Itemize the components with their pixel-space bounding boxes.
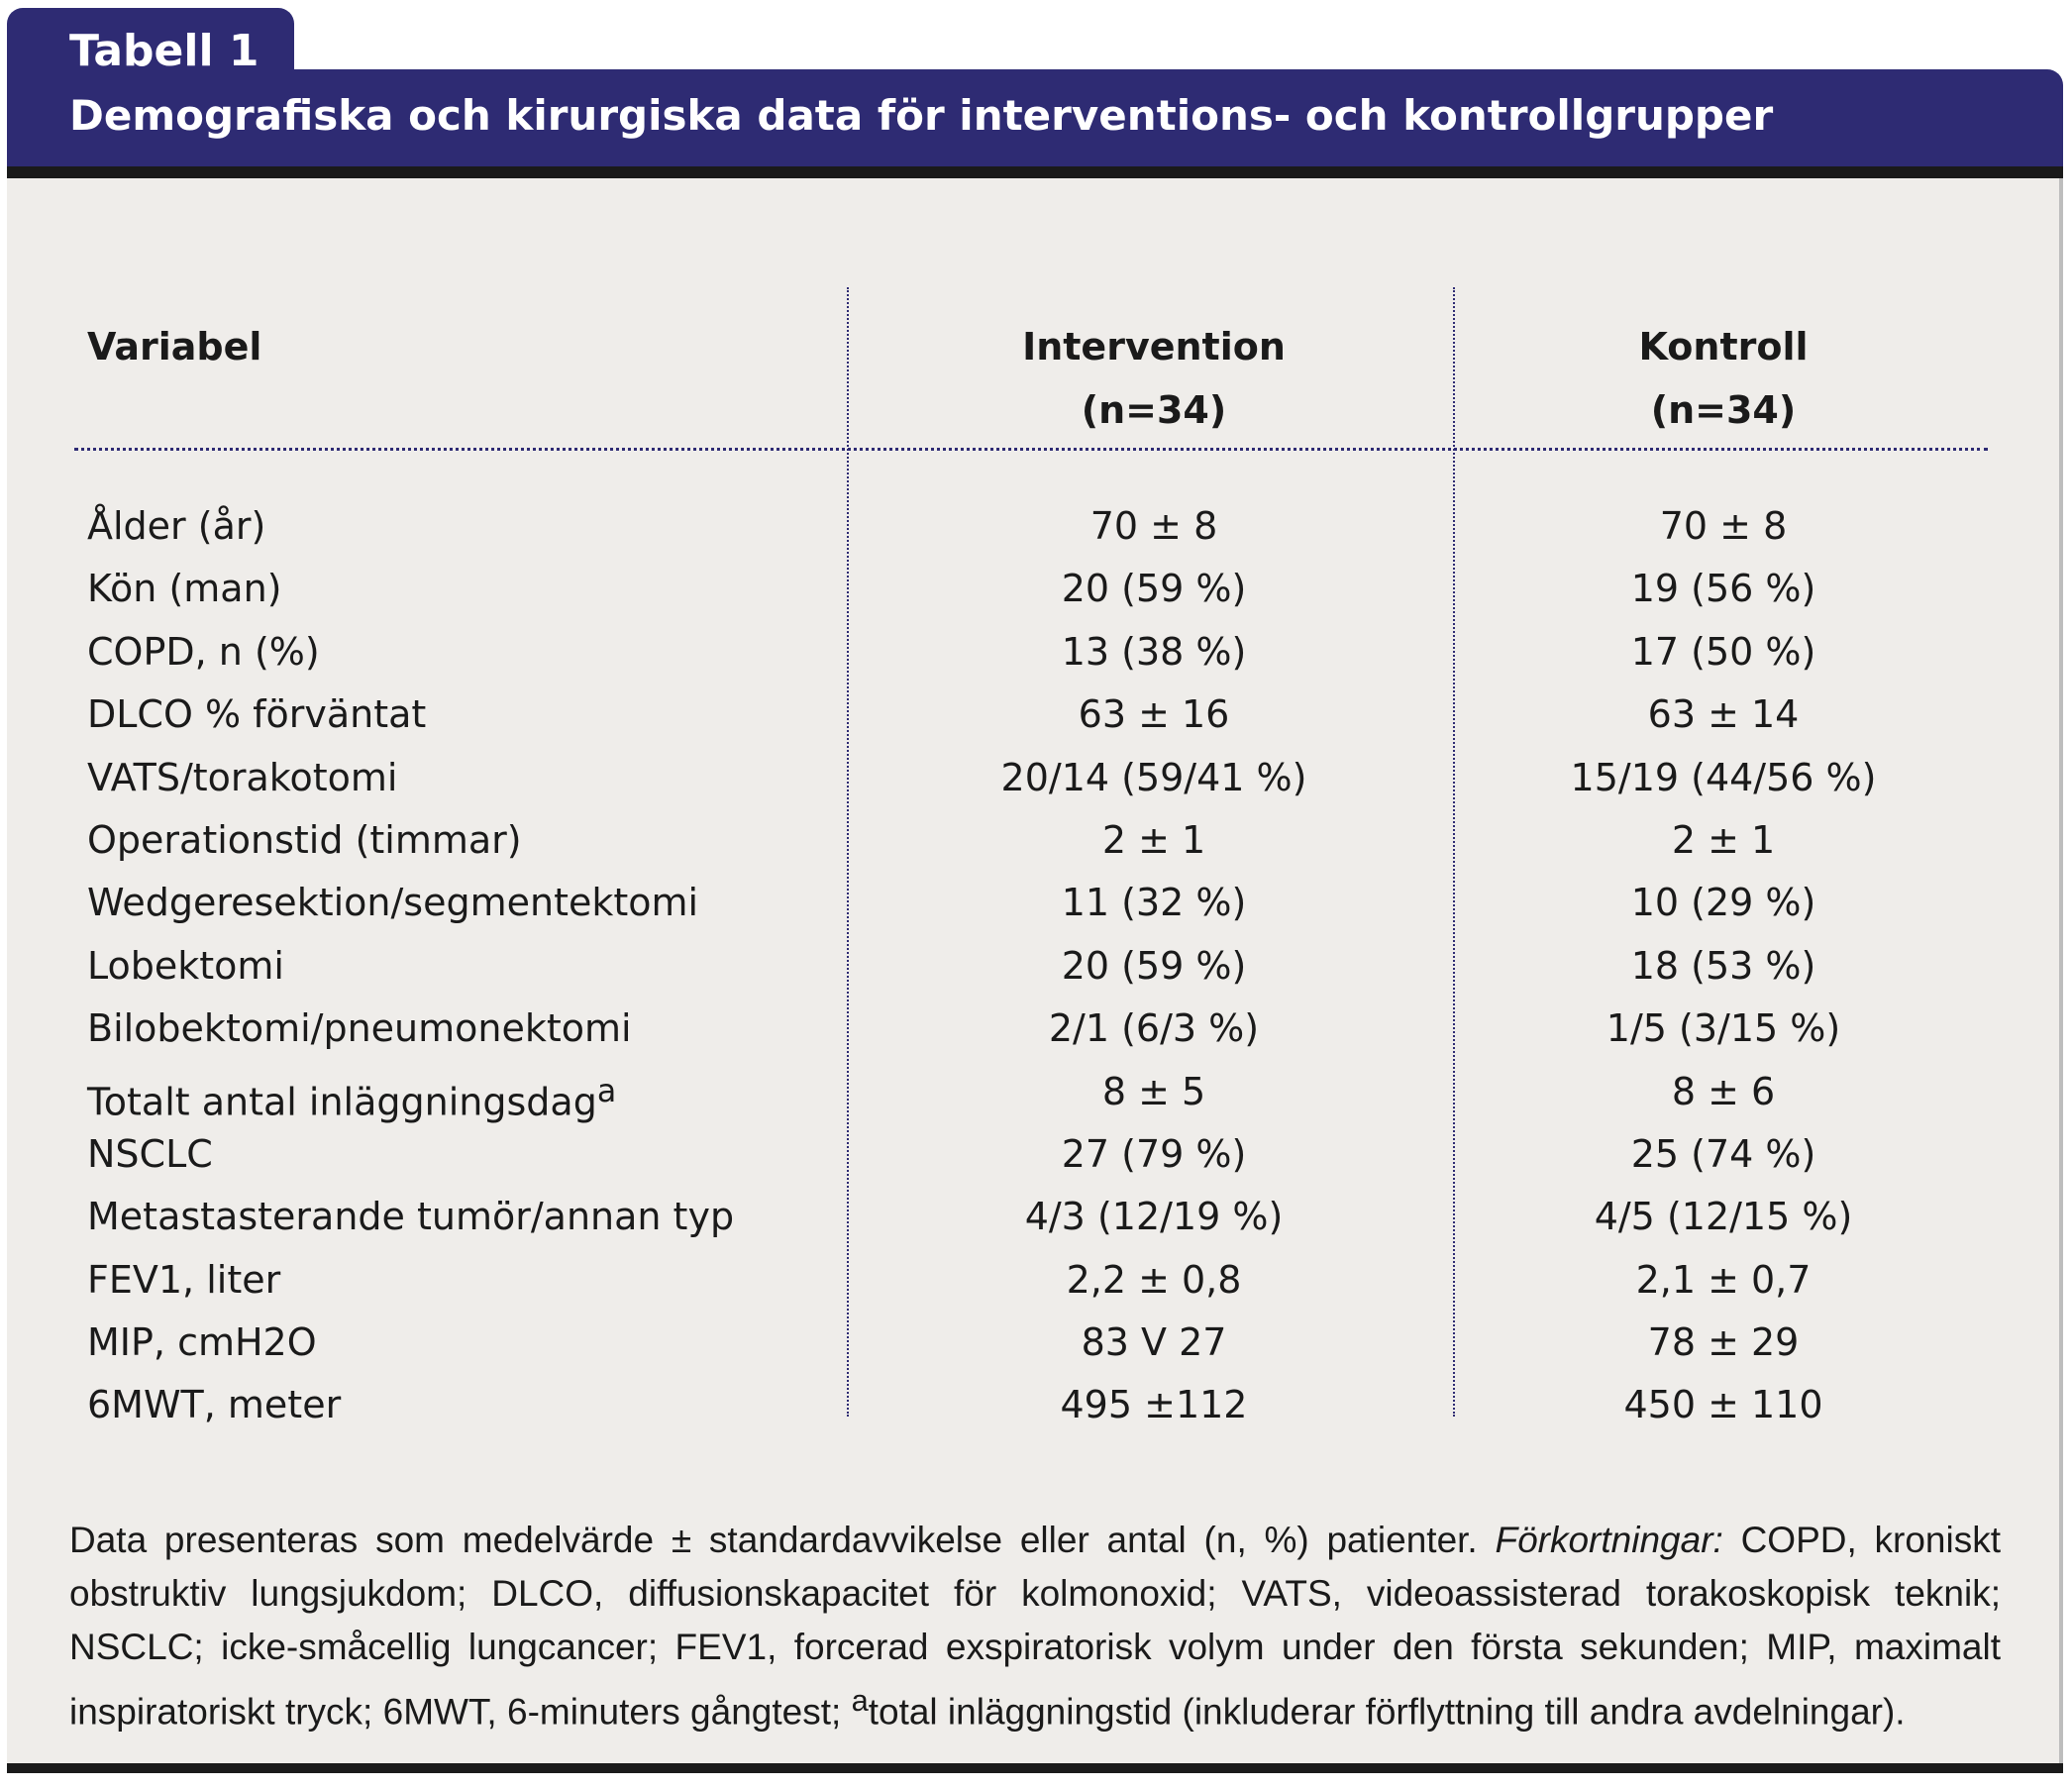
cell-variable: Kön (man) (87, 567, 282, 611)
cell-kontroll: 450 ± 110 (1623, 1383, 1823, 1427)
cell-kontroll: 2 ± 1 (1671, 817, 1776, 862)
cell-intervention: 2/1 (6/3 %) (1048, 1006, 1260, 1051)
abbreviations-label: Förkortningar: (1495, 1520, 1723, 1560)
table-row (0, 998, 2072, 1060)
table-row (0, 495, 2072, 558)
cell-variable: Bilobektomi/pneumonektomi (87, 1006, 632, 1051)
table-row (0, 1123, 2072, 1186)
cell-kontroll: 17 (50 %) (1630, 629, 1816, 674)
table-row (0, 558, 2072, 620)
cell-kontroll: 8 ± 6 (1671, 1069, 1776, 1113)
cell-intervention: 20 (59 %) (1061, 567, 1247, 611)
table-row (0, 1312, 2072, 1374)
table-label: Tabell 1 (69, 26, 259, 76)
table-row (0, 872, 2072, 934)
cell-intervention: 70 ± 8 (1089, 504, 1218, 548)
top-rule (7, 166, 2063, 178)
cell-intervention: 13 (38 %) (1061, 629, 1247, 674)
cell-variable: Operationstid (timmar) (87, 817, 522, 862)
table-row (0, 809, 2072, 872)
cell-intervention: 27 (79 %) (1061, 1131, 1247, 1176)
cell-intervention: 83 V 27 (1081, 1320, 1227, 1365)
cell-kontroll: 2,1 ± 0,7 (1635, 1257, 1812, 1302)
column-header-variabel: Variabel (87, 325, 262, 368)
cell-intervention: 63 ± 16 (1078, 692, 1230, 737)
cell-kontroll: 63 ± 14 (1647, 692, 1800, 737)
cell-intervention: 11 (32 %) (1061, 881, 1247, 925)
cell-intervention: 4/3 (12/19 %) (1024, 1195, 1284, 1239)
cell-kontroll: 18 (53 %) (1630, 943, 1816, 988)
table-row (0, 1249, 2072, 1312)
cell-variable: DLCO % förväntat (87, 692, 427, 737)
cell-intervention: 2 ± 1 (1101, 817, 1206, 862)
column-header-kontroll: Kontroll (n=34) (1638, 325, 1809, 432)
header-divider (74, 448, 1988, 451)
footnote-marker: a (596, 1073, 617, 1109)
cell-variable: VATS/torakotomi (87, 755, 398, 799)
table-row (0, 747, 2072, 809)
cell-variable: Metastasterande tumör/annan typ (87, 1195, 735, 1239)
cell-variable: MIP, cmH2O (87, 1320, 317, 1365)
table-row (0, 684, 2072, 746)
cell-kontroll: 4/5 (12/15 %) (1594, 1195, 1853, 1239)
table-footnote: Data presenteras som medelvärde ± standardavvikelse eller antal (n, %) patienter. Förkortningar: COPD, kroniskt obstruktiv lungsjukdom; DLCO, diffusionskapacitet för kolmonoxid; VATS, videoassisterad torakoskopisk teknik; NSCLC; icke-småcellig lungcancer; FEV1, forcerad exspiratorisk volym under den första sekunden; MIP, maximalt inspiratoriskt tryck; 6MWT, 6-minuters gångtest; $^a$total inläggningstid (inkluderar förflyttning till andra avdelningar). (69, 1520, 2001, 1733)
cell-kontroll: 15/19 (44/56 %) (1570, 755, 1877, 799)
cell-intervention: 20/14 (59/41 %) (1000, 755, 1307, 799)
table-row (0, 1374, 2072, 1436)
cell-variable: Lobektomi (87, 943, 284, 988)
cell-kontroll: 70 ± 8 (1659, 504, 1788, 548)
cell-variable: Wedgeresektion/segmentektomi (87, 881, 699, 925)
table-row (0, 621, 2072, 684)
cell-variable: COPD, n (%) (87, 629, 320, 674)
cell-intervention: 8 ± 5 (1101, 1069, 1206, 1113)
cell-intervention: 2,2 ± 0,8 (1066, 1257, 1242, 1302)
column-header-intervention: Intervention (n=34) (1022, 325, 1286, 432)
table-title: Demografiska och kirurgiska data för interventions- och kontrollgrupper (69, 91, 1774, 140)
footnote-marker: a (851, 1683, 869, 1718)
bottom-rule (7, 1763, 2063, 1773)
table-row (0, 935, 2072, 998)
cell-kontroll: 25 (74 %) (1630, 1131, 1816, 1176)
cell-kontroll: 78 ± 29 (1647, 1320, 1800, 1365)
cell-variable: NSCLC (87, 1131, 213, 1176)
cell-variable: Totalt antal inläggningsdag$^a$ (87, 1073, 617, 1124)
table-row (0, 1186, 2072, 1248)
table-body (0, 495, 2072, 1437)
cell-variable: FEV1, liter (87, 1257, 281, 1302)
cell-kontroll: 1/5 (3/15 %) (1606, 1006, 1841, 1051)
cell-variable: 6MWT, meter (87, 1383, 342, 1427)
cell-intervention: 20 (59 %) (1061, 943, 1247, 988)
cell-kontroll: 19 (56 %) (1630, 567, 1816, 611)
cell-intervention: 495 ±112 (1060, 1383, 1248, 1427)
cell-kontroll: 10 (29 %) (1630, 881, 1816, 925)
table-row (0, 1061, 2072, 1123)
cell-variable: Ålder (år) (87, 504, 266, 548)
